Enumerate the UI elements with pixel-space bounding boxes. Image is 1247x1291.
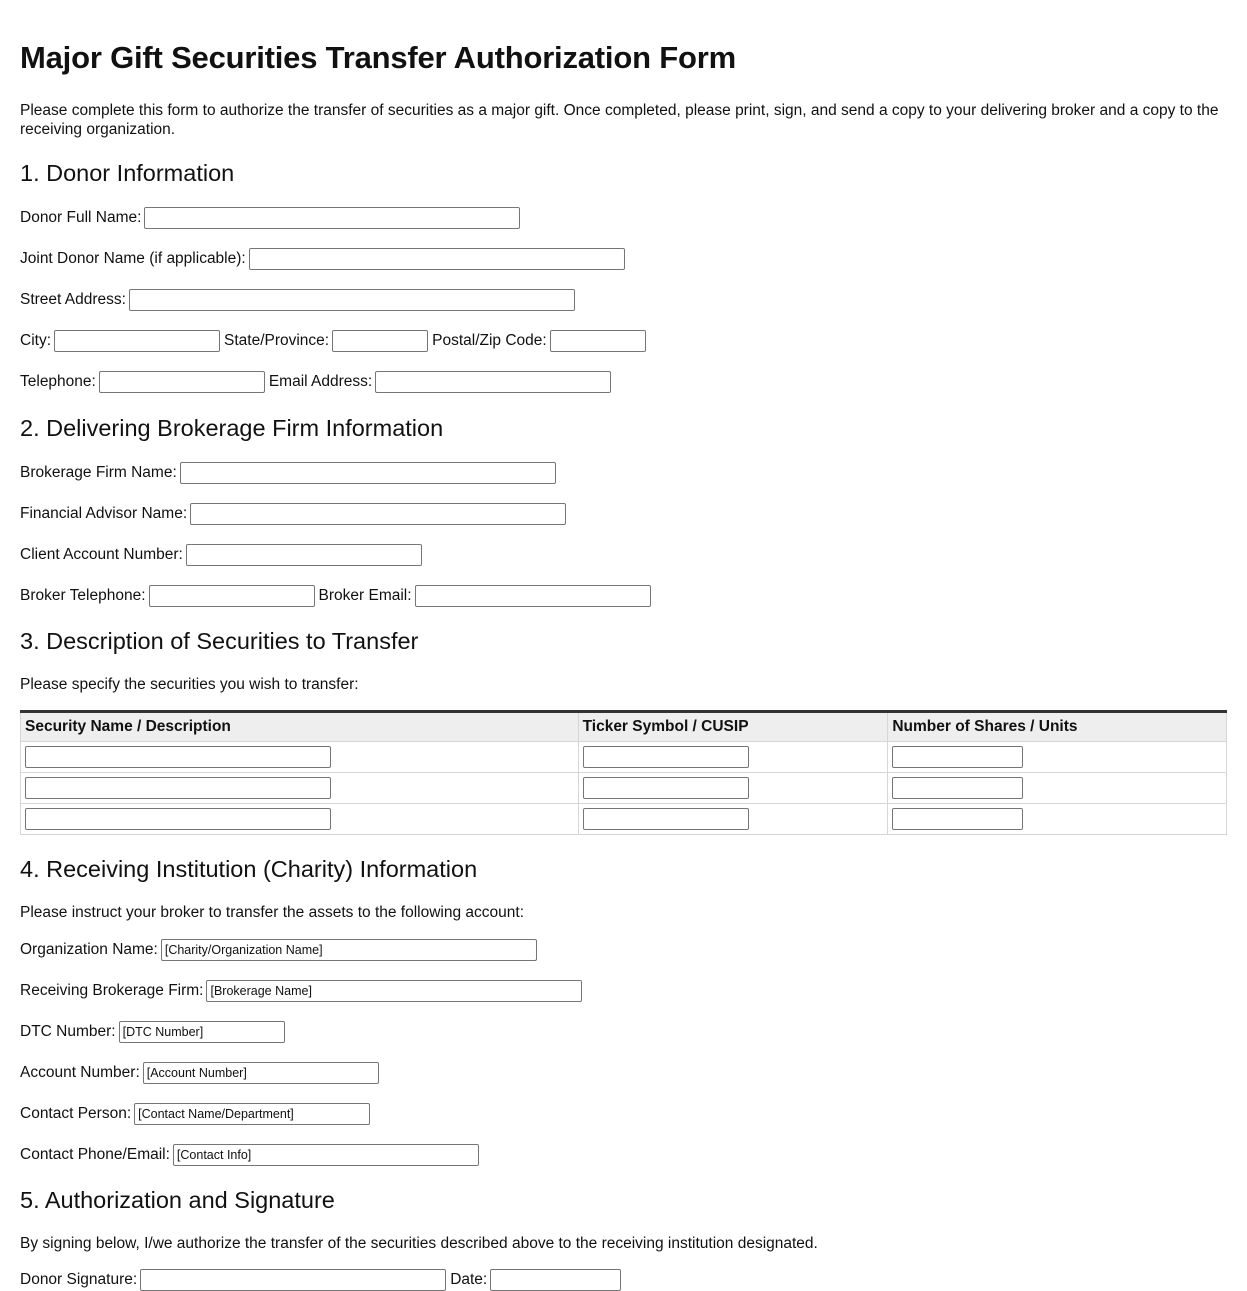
account-number-input[interactable]: [143, 1062, 379, 1084]
receiving-firm-input[interactable]: [206, 980, 582, 1002]
city-label: City:: [20, 332, 51, 349]
brokerage-firm-input[interactable]: [180, 462, 556, 484]
shares-input[interactable]: [892, 746, 1023, 768]
advisor-row: [20, 503, 566, 525]
donor-full-name-input[interactable]: [144, 207, 520, 229]
table-row: [21, 804, 1227, 835]
telephone-input[interactable]: [99, 371, 265, 393]
receiving-section-heading: 4. Receiving Institution (Charity) Information: [20, 856, 478, 882]
column-header-security: Security Name / Description: [21, 712, 579, 742]
organization-name-input[interactable]: [161, 939, 537, 961]
broker-email-label: Broker Email:: [318, 587, 412, 604]
postal-label: Postal/Zip Code:: [432, 332, 547, 349]
ticker-input[interactable]: [583, 777, 749, 799]
shares-input[interactable]: [892, 777, 1023, 799]
table-row: [21, 773, 1227, 804]
broker-email-input[interactable]: [415, 585, 651, 607]
authorization-section-heading: 5. Authorization and Signature: [20, 1187, 335, 1213]
broker-section-heading: 2. Delivering Brokerage Firm Information: [20, 415, 444, 441]
dtc-number-label: DTC Number:: [20, 1023, 116, 1040]
street-row: [20, 289, 575, 311]
financial-advisor-input[interactable]: [190, 503, 566, 525]
city-state-zip-row: [20, 330, 646, 352]
state-input[interactable]: [332, 330, 428, 352]
phone-email-row: [20, 371, 611, 393]
organization-row: [20, 939, 537, 961]
client-account-label: Client Account Number:: [20, 546, 183, 563]
state-label: State/Province:: [224, 332, 330, 349]
joint-donor-name-input[interactable]: [249, 248, 625, 270]
contact-person-label: Contact Person:: [20, 1105, 132, 1122]
broker-telephone-label: Broker Telephone:: [20, 587, 146, 604]
receiving-instruction: Please instruct your broker to transfer the assets to the following account:: [20, 904, 525, 921]
contact-person-row: [20, 1103, 370, 1125]
client-account-input[interactable]: [186, 544, 422, 566]
email-input[interactable]: [375, 371, 611, 393]
city-input[interactable]: [54, 330, 220, 352]
shares-input[interactable]: [892, 808, 1023, 830]
table-row: [21, 742, 1227, 773]
date-label: Date:: [450, 1271, 488, 1288]
financial-advisor-label: Financial Advisor Name:: [20, 505, 188, 522]
receiving-firm-label: Receiving Brokerage Firm:: [20, 982, 204, 999]
street-address-input[interactable]: [129, 289, 575, 311]
broker-telephone-input[interactable]: [149, 585, 315, 607]
contact-info-row: [20, 1144, 479, 1166]
telephone-label: Telephone:: [20, 373, 96, 390]
joint-donor-name-label: Joint Donor Name (if applicable):: [20, 250, 246, 267]
contact-info-label: Contact Phone/Email:: [20, 1146, 170, 1163]
donor-full-name-label: Donor Full Name:: [20, 209, 142, 226]
account-number-label: Account Number:: [20, 1064, 140, 1081]
dtc-row: [20, 1021, 285, 1043]
security-name-input[interactable]: [25, 777, 331, 799]
joint-donor-row: [20, 248, 625, 270]
security-name-input[interactable]: [25, 746, 331, 768]
table-header-row: [21, 712, 1227, 742]
donor-name-row: [20, 207, 520, 229]
organization-name-label: Organization Name:: [20, 941, 158, 958]
securities-section-heading: 3. Description of Securities to Transfer: [20, 628, 419, 654]
postal-input[interactable]: [550, 330, 646, 352]
dtc-number-input[interactable]: [119, 1021, 285, 1043]
ticker-input[interactable]: [583, 808, 749, 830]
brokerage-firm-label: Brokerage Firm Name:: [20, 464, 177, 481]
receiving-firm-row: [20, 980, 582, 1002]
donor-signature-label: Donor Signature:: [20, 1271, 138, 1288]
security-name-input[interactable]: [25, 808, 331, 830]
email-label: Email Address:: [268, 373, 373, 390]
account-number-row: [20, 1062, 379, 1084]
contact-info-input[interactable]: [173, 1144, 479, 1166]
authorization-statement: By signing below, I/we authorize the transfer of the securities described above to the receiving institution designated.: [20, 1235, 818, 1252]
contact-person-input[interactable]: [134, 1103, 370, 1125]
securities-instruction: Please specify the securities you wish to transfer:: [20, 676, 359, 693]
column-header-ticker: Ticker Symbol / CUSIP: [578, 712, 888, 742]
brokerage-firm-row: [20, 462, 556, 484]
street-address-label: Street Address:: [20, 291, 126, 308]
client-account-row: [20, 544, 422, 566]
donor-section-heading: 1. Donor Information: [20, 160, 235, 186]
column-header-shares: Number of Shares / Units: [888, 712, 1227, 742]
broker-contact-row: [20, 585, 651, 607]
securities-table: [20, 710, 1227, 835]
ticker-input[interactable]: [583, 746, 749, 768]
intro-text: Please complete this form to authorize the transfer of securities as a major gift. Once completed, please print, sign, and send a copy to your delivering broker and a copy to the receiving organization.: [20, 102, 1219, 138]
page-title: Major Gift Securities Transfer Authorization Form: [20, 40, 736, 75]
